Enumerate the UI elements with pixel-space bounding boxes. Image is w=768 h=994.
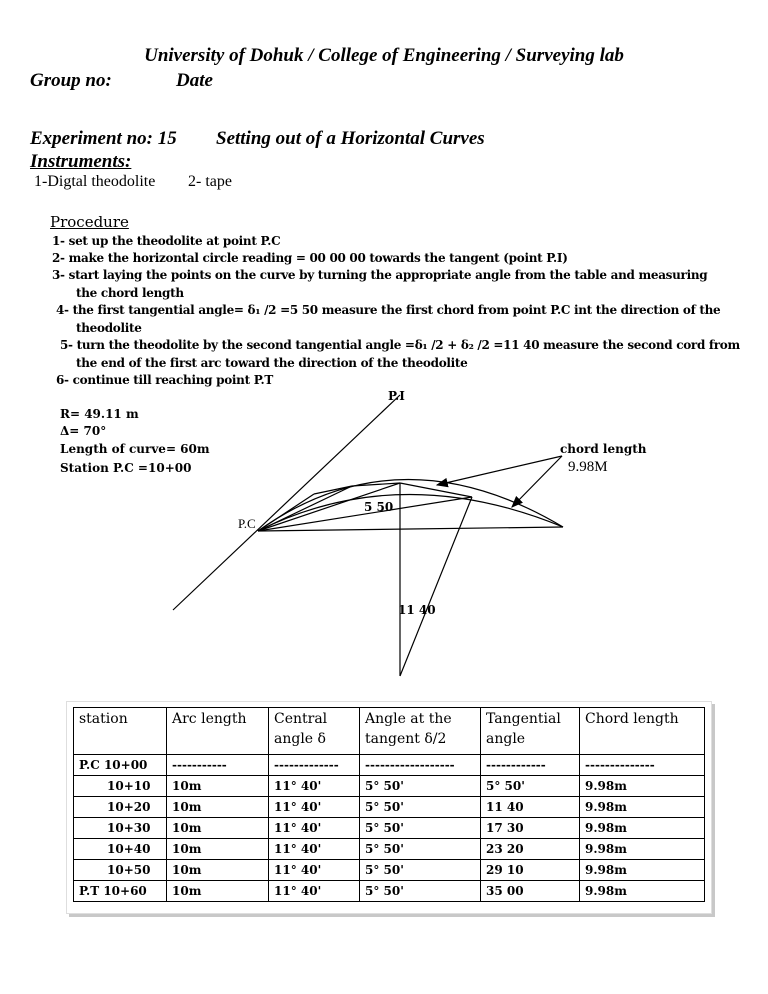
- table-cell: ------------------: [360, 755, 481, 776]
- procedure-step: the chord length: [76, 286, 184, 300]
- procedure-step: 2- make the horizontal circle reading = 00 00 00 towards the tangent (point P.I): [52, 251, 568, 265]
- column-header: Central angle δ: [269, 708, 360, 755]
- instrument-item: 1-Digtal theodolite: [34, 173, 156, 190]
- table-cell: 5° 50': [360, 881, 481, 902]
- chord-length-label: chord length: [560, 442, 647, 456]
- table-cell: 29 10: [481, 860, 580, 881]
- column-header: Angle at the tangent δ/2: [360, 708, 481, 755]
- table-cell: 9.98m: [580, 881, 705, 902]
- table-cell: -----------: [167, 755, 269, 776]
- group-label: Group no:: [30, 70, 112, 91]
- table-cell: 10m: [167, 818, 269, 839]
- long-chord: [258, 527, 563, 531]
- curve-length-label: Length of curve= 60m: [60, 442, 210, 456]
- chord-line: [258, 486, 352, 531]
- table-cell: 9.98m: [580, 818, 705, 839]
- table-cell: 35 00: [481, 881, 580, 902]
- table-cell: 17 30: [481, 818, 580, 839]
- table-row: [74, 818, 705, 839]
- procedure-step: 3- start laying the points on the curve by turning the appropriate angle from the table and measuring: [52, 268, 708, 282]
- pc-label: P.C: [238, 516, 256, 531]
- angle-label: 11 40: [398, 603, 436, 617]
- radius-label: R= 49.11 m: [60, 407, 139, 421]
- table-cell: --------------: [580, 755, 705, 776]
- table-cell: 5° 50': [360, 839, 481, 860]
- curve-table: [73, 707, 705, 902]
- table-row: [74, 755, 705, 776]
- inner-arc: [258, 494, 563, 531]
- table-cell: 23 20: [481, 839, 580, 860]
- procedure-heading: Procedure: [50, 213, 129, 231]
- table-cell: 10+10: [74, 776, 167, 797]
- table-cell: 10m: [167, 860, 269, 881]
- table-header-row: [74, 708, 705, 755]
- table-cell: 9.98m: [580, 797, 705, 818]
- table-cell: P.C 10+00: [74, 755, 167, 776]
- page-title: University of Dohuk / College of Engineering / Surveying lab: [144, 45, 624, 66]
- table-row: [74, 797, 705, 818]
- column-header: Chord length: [580, 708, 705, 755]
- table-row: [74, 860, 705, 881]
- procedure-step: 1- set up the theodolite at point P.C: [52, 234, 281, 248]
- table-cell: 5° 50': [360, 818, 481, 839]
- table-cell: 11° 40': [269, 860, 360, 881]
- table-cell: 11° 40': [269, 839, 360, 860]
- table-row: [74, 776, 705, 797]
- table-row: [74, 839, 705, 860]
- table-cell: 10m: [167, 881, 269, 902]
- date-label: Date: [176, 70, 213, 91]
- table-cell: 11° 40': [269, 776, 360, 797]
- table-cell: 10m: [167, 776, 269, 797]
- angle-label: 5 50: [364, 500, 394, 514]
- chord-line: [258, 494, 314, 531]
- instrument-item: 2- tape: [188, 173, 232, 190]
- procedure-step: the end of the first arc toward the direction of the theodolite: [76, 356, 468, 370]
- table-cell: 10+30: [74, 818, 167, 839]
- pi-label: P.I: [388, 389, 405, 403]
- table-cell: 9.98m: [580, 776, 705, 797]
- procedure-step: theodolite: [76, 321, 142, 335]
- table-row: [74, 881, 705, 902]
- delta-label: Δ= 70°: [60, 424, 107, 438]
- chord-pointer: [512, 456, 562, 507]
- table-cell: ------------: [481, 755, 580, 776]
- table-cell: 11° 40': [269, 881, 360, 902]
- procedure-step: 5- turn the theodolite by the second tangential angle =δ₁ /2 + δ₂ /2 =11 40 measure the second cord from: [60, 338, 740, 352]
- table-cell: 5° 50': [481, 776, 580, 797]
- table-cell: 10m: [167, 839, 269, 860]
- experiment-number: Experiment no: 15: [30, 128, 177, 149]
- radius-line: [400, 497, 472, 676]
- chord-value-label: 9.98M: [568, 459, 608, 475]
- table-cell: 11° 40': [269, 797, 360, 818]
- table-cell: 5° 50': [360, 797, 481, 818]
- table-cell: 9.98m: [580, 860, 705, 881]
- table-cell: 10+50: [74, 860, 167, 881]
- station-label: Station P.C =10+00: [60, 461, 192, 475]
- column-header: Arc length: [167, 708, 269, 755]
- procedure-step: 6- continue till reaching point P.T: [56, 373, 273, 387]
- column-header: station: [74, 708, 167, 755]
- table-cell: 5° 50': [360, 860, 481, 881]
- instruments-heading: Instruments:: [30, 151, 132, 172]
- experiment-title: Setting out of a Horizontal Curves: [216, 128, 485, 149]
- table-cell: 5° 50': [360, 776, 481, 797]
- chord-pointer: [437, 456, 562, 485]
- table-cell: 10+20: [74, 797, 167, 818]
- chord-segment: [314, 486, 352, 494]
- table-cell: P.T 10+60: [74, 881, 167, 902]
- table-cell: -------------: [269, 755, 360, 776]
- table-cell: 11° 40': [269, 818, 360, 839]
- table-cell: 11 40: [481, 797, 580, 818]
- table-cell: 9.98m: [580, 839, 705, 860]
- procedure-step: 4- the first tangential angle= δ₁ /2 =5 50 measure the first chord from point P.C int the direction of the: [56, 303, 721, 317]
- curve-table-frame: [66, 701, 712, 914]
- table-cell: 10m: [167, 797, 269, 818]
- column-header: Tangential angle: [481, 708, 580, 755]
- table-cell: 10+40: [74, 839, 167, 860]
